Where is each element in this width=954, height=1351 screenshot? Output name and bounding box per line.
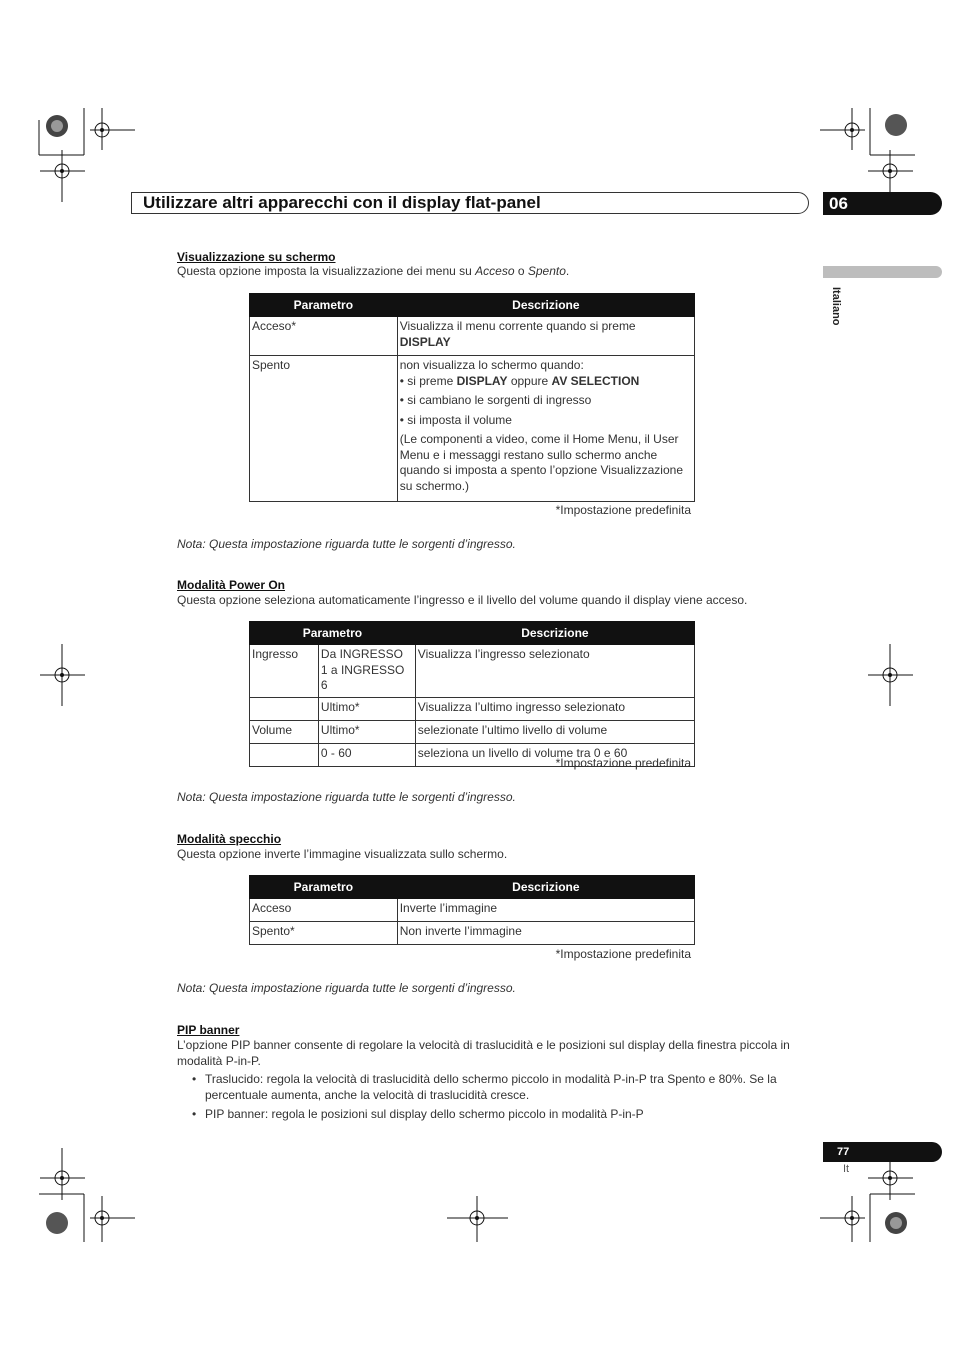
table-cell-desc: Visualizza l’ingresso selezionato: [415, 645, 694, 698]
table-row: [250, 645, 695, 698]
table-row: [250, 697, 695, 720]
table-cell-param: [250, 743, 319, 766]
section-intro-mirror: Questa opzione inverte l’immagine visualizzata sullo schermo.: [177, 847, 508, 861]
table-header-parameter: Parametro: [250, 622, 416, 645]
section-note: Nota: Questa impostazione riguarda tutte le sorgenti d’ingresso.: [177, 790, 516, 804]
screen-display-table: [249, 293, 695, 502]
table-cell-param: Acceso*: [250, 317, 398, 356]
table-header-description: Descrizione: [397, 294, 694, 317]
table-header-parameter: Parametro: [250, 294, 398, 317]
section-intro-pip: L’opzione PIP banner consente di regolare la velocità di traslucidità e le posizioni sul display della finestra piccola in modalità P-in-P.: [177, 1038, 790, 1068]
table-header-parameter: Parametro: [250, 876, 398, 899]
language-tab: [823, 266, 942, 278]
chapter-badge: 06: [823, 192, 942, 215]
table-cell-desc: selezionate l’ultimo livello di volume: [415, 720, 694, 743]
section-note: Nota: Questa impostazione riguarda tutte le sorgenti d’ingresso.: [177, 981, 516, 995]
section-note: Nota: Questa impostazione riguarda tutte le sorgenti d’ingresso.: [177, 537, 516, 551]
table-cell-value: Ultimo*: [318, 697, 415, 720]
table-cell-desc: Non inverte l’immagine: [397, 922, 694, 945]
table-cell-param: Acceso: [250, 899, 398, 922]
table-header-description: Descrizione: [397, 876, 694, 899]
default-setting-note: *Impostazione predefinita: [555, 947, 691, 961]
pip-bullet-list: [177, 1072, 817, 1127]
language-label: Italiano: [830, 287, 842, 326]
table-cell-param: Ingresso: [250, 645, 319, 698]
table-row: [250, 356, 695, 502]
page-language-code: It: [843, 1163, 850, 1175]
table-cell-param: Spento: [250, 356, 398, 502]
table-row: [250, 899, 695, 922]
table-cell-desc: Visualizza l’ultimo ingresso selezionato: [415, 697, 694, 720]
table-cell-desc: non visualizza lo schermo quando: • si preme DISPLAY oppure AV SELECTION • si cambiano le sorgenti di ingresso • si imposta il volume (Le componenti a video, come il Home Menu, il User Menu e i messaggi restano sullo schermo anche quando si imposta a spento l’opzione Visualizzazione su schermo.): [397, 356, 694, 502]
page-number: 77: [823, 1142, 942, 1162]
mirror-table: [249, 875, 695, 945]
table-cell-value: Ultimo*: [318, 720, 415, 743]
power-on-table: [249, 621, 695, 767]
table-cell-value: 0 - 60: [318, 743, 415, 766]
table-cell-param: Volume: [250, 720, 319, 743]
table-cell-value: Da INGRESSO 1 a INGRESSO 6: [318, 645, 415, 698]
list-item: • Traslucido: regola la velocità di traslucidità dello schermo piccolo in modalità P-in-P tra Spento e 80%. Se la percentuale aumenta, anche la velocità di traslucidità cresce.: [177, 1072, 817, 1103]
default-setting-note: *Impostazione predefinita: [555, 756, 691, 770]
table-cell-desc: seleziona un livello di volume tra 0 e 60: [415, 743, 694, 766]
list-item: • PIP banner: regola le posizioni sul display dello schermo piccolo in modalità P-in-P: [177, 1107, 817, 1123]
table-cell-desc: Inverte l’immagine: [397, 899, 694, 922]
default-setting-note: *Impostazione predefinita: [555, 503, 691, 517]
table-cell-param: Spento*: [250, 922, 398, 945]
table-header-description: Descrizione: [415, 622, 694, 645]
table-cell-param: [250, 697, 319, 720]
section-title-mirror: Modalità specchio: [177, 832, 282, 846]
section-title-power-on: Modalità Power On: [177, 578, 286, 592]
section-title-pip: PIP banner: [177, 1023, 240, 1037]
section-intro-screen-display: Questa opzione imposta la visualizzazione dei menu su Acceso o Spento.: [177, 264, 570, 278]
table-row: [250, 720, 695, 743]
section-intro-power-on: Questa opzione seleziona automaticamente l’ingresso e il livello del volume quando il display viene acceso.: [177, 593, 748, 607]
table-row: [250, 922, 695, 945]
page-title: Utilizzare altri apparecchi con il display flat-panel: [143, 193, 541, 212]
section-title-screen-display: Visualizzazione su schermo: [177, 250, 336, 264]
table-cell-desc: Visualizza il menu corrente quando si preme DISPLAY: [397, 317, 694, 356]
table-row: [250, 317, 695, 356]
